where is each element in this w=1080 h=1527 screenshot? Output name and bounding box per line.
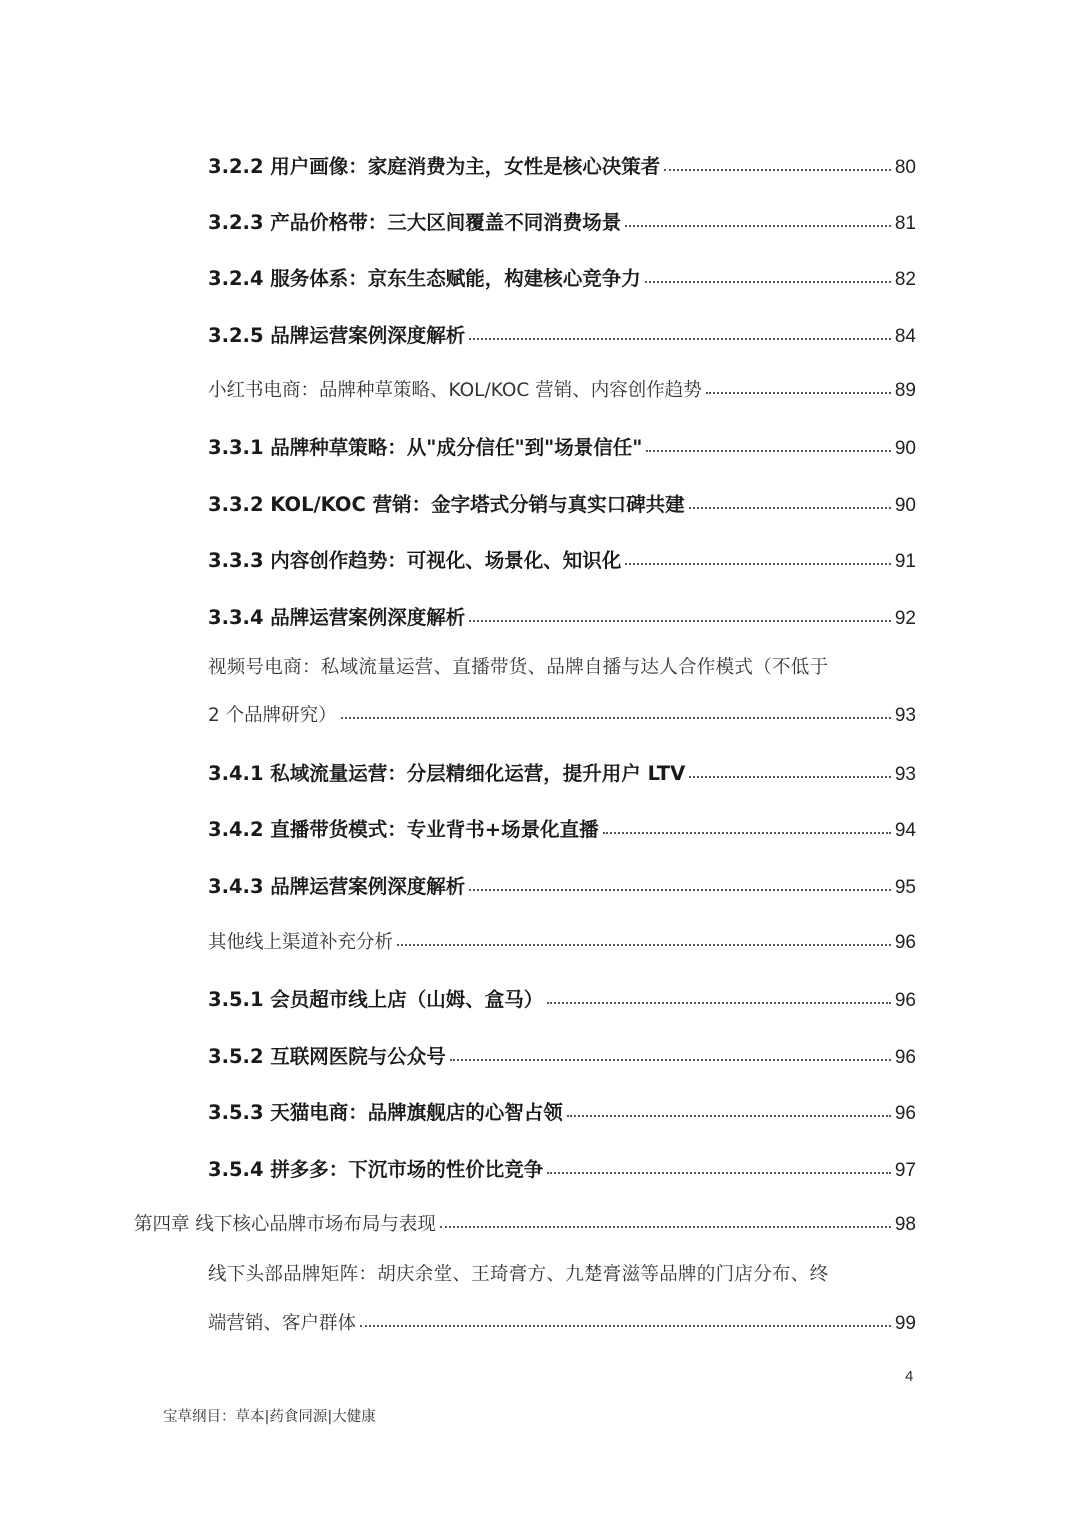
toc-page-number: 84 xyxy=(894,326,916,347)
toc-leader-dots xyxy=(625,225,891,227)
toc-page-number: 93 xyxy=(894,764,916,785)
toc-leader-dots xyxy=(440,1226,891,1228)
toc-entry-title: 小红书电商：品牌种草策略、KOL/KOC 营销、内容创作趋势 xyxy=(208,380,702,401)
toc-leader-dots xyxy=(603,832,891,834)
toc-entry-title: 第四章 线下核心品牌市场布局与表现 xyxy=(134,1214,436,1235)
toc-entry-title: 3.4.2 直播带货模式：专业背书+场景化直播 xyxy=(208,818,599,841)
toc-entry-title: 3.5.4 拼多多：下沉市场的性价比竞争 xyxy=(208,1158,544,1181)
toc-entry-title: 其他线上渠道补充分析 xyxy=(208,932,394,953)
toc-page-number: 97 xyxy=(894,1160,916,1181)
toc-entry[interactable] xyxy=(208,1091,916,1125)
toc-page-number: 96 xyxy=(894,1047,916,1068)
toc-leader-dots xyxy=(689,776,891,778)
toc-page-number: 90 xyxy=(894,438,916,459)
toc-entry[interactable] xyxy=(208,752,916,786)
toc-page-number: 96 xyxy=(894,990,916,1011)
toc-leader-dots xyxy=(360,1325,891,1327)
toc-page-number: 82 xyxy=(894,269,916,290)
toc-page-number: 99 xyxy=(894,1313,916,1334)
toc-entry[interactable] xyxy=(208,920,916,954)
toc-leader-dots xyxy=(706,392,891,394)
toc-entry-title: 3.5.2 互联网医院与公众号 xyxy=(208,1045,446,1068)
toc-leader-dots xyxy=(469,338,891,340)
toc-entry-title: 3.3.4 品牌运营案例深度解析 xyxy=(208,606,466,629)
toc-leader-dots xyxy=(689,507,891,509)
toc-leader-dots xyxy=(567,1115,891,1117)
toc-entry-title: 线下头部品牌矩阵：胡庆余堂、王琦膏方、九楚膏滋等品牌的门店分布、终 xyxy=(208,1264,829,1285)
toc-leader-dots xyxy=(397,944,891,946)
toc-entry-title: 3.5.3 天猫电商：品牌旗舰店的心智占领 xyxy=(208,1101,563,1124)
toc-page-number: 98 xyxy=(894,1214,916,1235)
toc-page-number: 91 xyxy=(894,551,916,572)
toc-entry[interactable] xyxy=(208,808,916,842)
toc-page-number: 96 xyxy=(894,1103,916,1124)
toc-page-number: 95 xyxy=(894,877,916,898)
toc-entry[interactable] xyxy=(208,539,916,573)
toc-page-number: 80 xyxy=(894,157,916,178)
toc-entry[interactable] xyxy=(208,368,916,402)
toc-entry-title: 3.3.3 内容创作趋势：可视化、场景化、知识化 xyxy=(208,549,622,572)
toc-entry[interactable] xyxy=(208,426,916,460)
toc-entry-title: 3.2.4 服务体系：京东生态赋能，构建核心竞争力 xyxy=(208,267,641,290)
toc-entry[interactable] xyxy=(208,257,916,291)
toc-entry[interactable] xyxy=(208,1301,916,1335)
toc-entry-title: 3.2.3 产品价格带：三大区间覆盖不同消费场景 xyxy=(208,211,622,234)
footer-text: 宝草纲目：草本|药食同源|大健康 xyxy=(163,1409,376,1425)
toc-entry-title-continuation: 2 个品牌研究） xyxy=(208,705,337,726)
toc-entry-title: 3.2.2 用户画像：家庭消费为主，女性是核心决策者 xyxy=(208,155,661,178)
toc-page-number: 90 xyxy=(894,495,916,516)
toc-entry[interactable] xyxy=(208,483,916,517)
toc-page-number: 92 xyxy=(894,608,916,629)
toc-entry[interactable] xyxy=(208,1148,916,1182)
toc-leader-dots xyxy=(645,281,891,283)
toc-leader-dots xyxy=(664,169,891,171)
toc-entry[interactable] xyxy=(208,865,916,899)
toc-entry-title: 视频号电商：私域流量运营、直播带货、品牌自播与达人合作模式（不低于 xyxy=(208,657,829,678)
toc-entry-title: 3.3.2 KOL/KOC 营销：金字塔式分销与真实口碑共建 xyxy=(208,493,685,516)
toc-entry[interactable] xyxy=(208,596,916,630)
toc-page-number: 96 xyxy=(894,932,916,953)
toc-leader-dots xyxy=(646,450,890,452)
toc-leader-dots xyxy=(547,1172,891,1174)
toc-entry-title: 3.3.1 品牌种草策略：从"成分信任"到"场景信任" xyxy=(208,436,643,459)
toc-entry-title: 3.5.1 会员超市线上店（山姆、盒马） xyxy=(208,988,544,1011)
toc-entry-title: 3.2.5 品牌运营案例深度解析 xyxy=(208,324,466,347)
toc-leader-dots xyxy=(469,889,891,891)
toc-leader-dots xyxy=(547,1002,891,1004)
toc-entry[interactable] xyxy=(208,693,916,727)
toc-entry-title-continuation: 端营销、客户群体 xyxy=(208,1313,357,1334)
toc-page-number: 94 xyxy=(894,820,916,841)
toc-entry-title: 3.4.1 私域流量运营：分层精细化运营，提升用户 LTV xyxy=(208,762,686,785)
toc-page-number: 93 xyxy=(894,705,916,726)
toc-leader-dots xyxy=(625,563,891,565)
toc-entry-title: 3.4.3 品牌运营案例深度解析 xyxy=(208,875,466,898)
page-number: 4 xyxy=(905,1368,914,1385)
toc-entry[interactable] xyxy=(208,978,916,1012)
toc-page-number: 81 xyxy=(894,213,916,234)
toc-entry[interactable] xyxy=(208,1035,916,1069)
toc-leader-dots xyxy=(469,620,891,622)
toc-page-number: 89 xyxy=(894,380,916,401)
toc-entry[interactable] xyxy=(134,1202,916,1236)
toc-entry[interactable] xyxy=(208,201,916,235)
toc-entry[interactable] xyxy=(208,314,916,348)
toc-leader-dots xyxy=(450,1059,891,1061)
toc-leader-dots xyxy=(341,717,891,719)
toc-entry[interactable] xyxy=(208,145,916,179)
